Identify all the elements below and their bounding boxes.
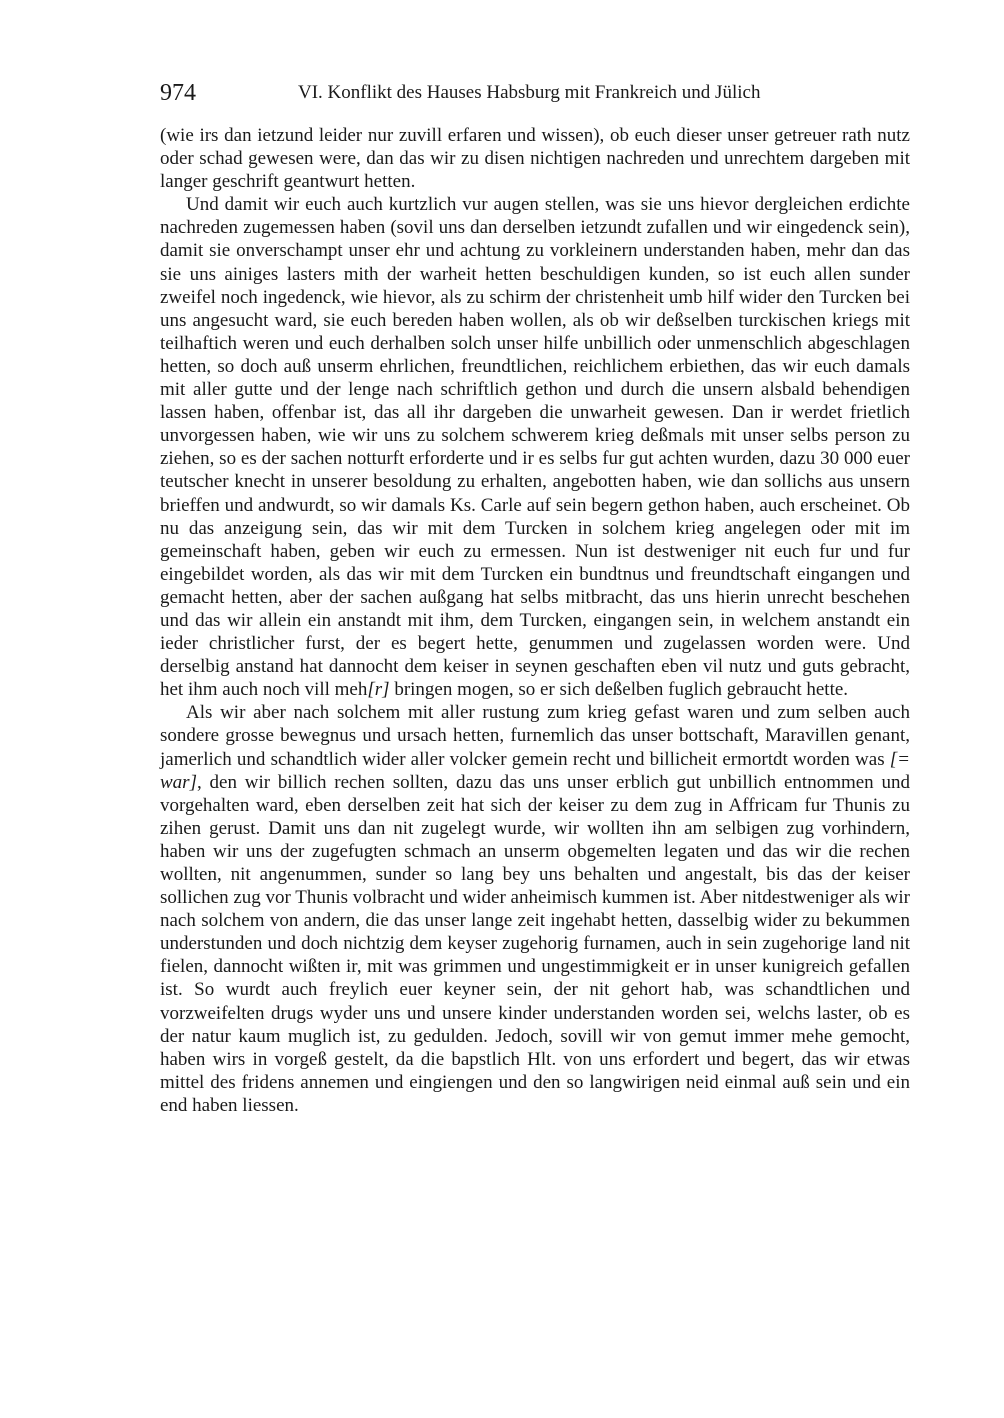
paragraph-2-text-a: Und damit wir euch auch kurtzlich vur augen stellen, was sie uns hievor dergleichen erdichte nachreden zugemessen haben (sovil uns dan derselben ietzundt zufallen und wir eingedenck sein), damit sie onverschampt unser ehr und achtung zu vorkleinern understanden haben, mehr dan das sie uns ainiges lasters mith der warheit hetten beschuldigen kunden, so ist euch allen sunder zweifel noch ingedenck, wie hievor, als zu schirm der christenheit umb hilf wider den Turcken bei uns angesucht ward, sie euch bereden haben wollen, als ob wir deßselben turckischen kriegs mit teilhaftich weren und euch derhalben solch unser hilfe unbillich oder unmenschlich abgeschlagen hetten, so doch auß unserm ehrlichen, freundtlichen, reichlichem erbiethen, das wir euch damals mit aller gutte und der lenge nach schriftlich gethon und durch die unsern alsbald behendigen lassen haben, offenbar ist, das all ihr dargeben die unwarheit gewesen. Dan ir werdet frietlich unvorgessen haben, wie wir uns zu solchem schwerem krieg deßmals mit unser selbs person zu ziehen, so es der sachen notturft erforderte und ir es selbs fur gut achten wurden, dazu 30 000 euer teutscher knecht in unserer besoldung zu erhalten, angebotten haben, wie dan sollichs aus unsern brieffen und andwurdt, so wir damals Ks. Carle auf sein begern gethon haben, auch erscheinet. Ob nu das anzeigung sein, das wir mit dem Turcken in solchem krieg angelegen oder mit im gemeinschaft haben, geben wir euch zu ermessen. Nun ist destweniger nit euch fur und fur eingebildet worden, als das wir mit dem Turcken ein bundtnus und freundtschaft eingangen und gemacht hetten, aber der sachen außgang hat selbs mitbracht, das uns hierin unrecht beschehen und das wir allein ein anstandt mit ihm, dem Turcken, eingangen sein, in welchem anstandt ein ieder christlicher furst, der es begert hette, genummen und zugelassen worden were. Und derselbig anstand hat dannocht dem keiser in seynen geschaften eben vil nutz und guts gebracht, het ihm auch noch vill meh bbox=[160, 194, 910, 701]
paragraph-3-text-a: Als wir aber nach solchem mit aller rustung zum krieg gefast waren und zum selben auch sondere grosse bewegnus und ursach hetten, furnemlich das unser bottschaft, Maravillen genant, jamerlich und schandtlich wider aller volcker gemein recht und billicheit ermortdt worden was bbox=[160, 702, 910, 770]
editorial-insertion: [r] bbox=[367, 679, 390, 701]
paragraph-2 bbox=[160, 193, 910, 701]
page-header bbox=[160, 76, 910, 110]
body-text bbox=[160, 124, 910, 1117]
paragraph-1-text: (wie irs dan ietzund leider nur zuvill erfaren und wissen), ob euch dieser unser getreuer rath nutz oder schad gewesen were, dan das wir zu disen nichtigen nachreden und unrechtem dargeben mit langer geschrift geantwurt hetten. bbox=[160, 125, 910, 193]
paragraph-1 bbox=[160, 124, 910, 193]
paragraph-3 bbox=[160, 701, 910, 1117]
running-head: VI. Konflikt des Hauses Habsburg mit Frankreich und Jülich bbox=[298, 82, 761, 103]
page-number: 974 bbox=[160, 80, 196, 106]
paragraph-2-text-b: bringen mogen, so er sich deßelben fuglich gebraucht hette. bbox=[389, 679, 849, 701]
paragraph-3-text-b: , den wir billich rechen sollten, dazu das uns unser erblich gut unbillich entnommen und vorgehalten ward, eben derselben zeit hat sich der keiser zu dem zug in Affricam fur Thunis zu zihen gerust. Damit uns dan nit zugelegt wurde, wir wollten ihn am selbigen zug vorhindern, haben wir uns der zugefugten schmach an unserm obgemelten legaten und das wir die rechen wollten, nit angenummen, sunder so lang bey uns behalten und angestalt, bis das der keiser sollichen zug vor Thunis volbracht und wider anheimisch kummen ist. Aber nitdestweniger als wir nach solchem von andern, die das unser lange zeit ingehabt hetten, dasselbig wider zu bekummen understunden und doch nichtzig dem keyser zugehorig furnamen, auch in sein zugehorige land nit fielen, dannocht wißten ir, mit was grimmen und ungestimmigkeit er in unser kunigreich gefallen ist. So wurdt auch freylich euer keyner sein, der nit gehort hab, was schandtlichen und vorzweifelten drugs wyder uns und unsere kinder understanden worden sei, welchs laster, ob es der natur kaum muglich ist, zu gedulden. Jedoch, sovill wir von gemut immer mehe gemocht, haben wirs in vorgeß gestelt, da die bapstlich Hlt. von uns erfordert und begert, das wir etwas mittel des fridens annemen und eingiengen und den so langwirigen neid einmal auß sein und ein end haben liessen. bbox=[160, 771, 910, 1116]
editorial-note: [= war] bbox=[160, 748, 910, 793]
